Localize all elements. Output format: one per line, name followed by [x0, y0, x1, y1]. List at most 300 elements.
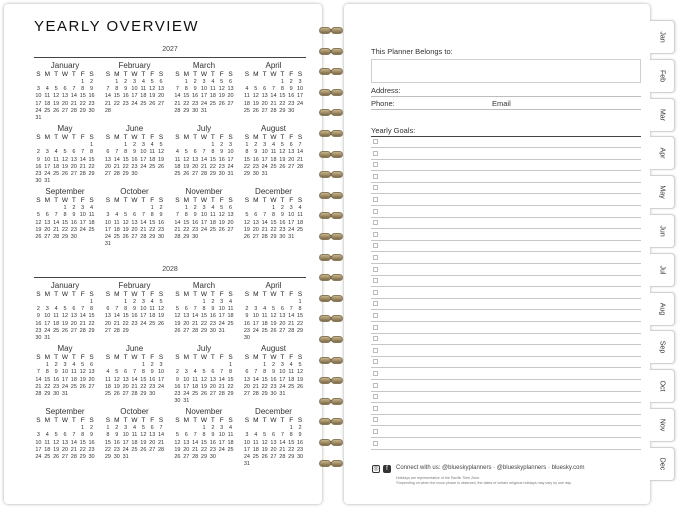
day-number: 15: [200, 313, 208, 320]
day-number: 1: [271, 205, 276, 212]
goal-line[interactable]: [371, 425, 641, 426]
weekday-header: [173, 291, 235, 299]
goal-line[interactable]: [371, 367, 641, 368]
day-number: 27: [44, 234, 51, 240]
day-number: 16: [297, 439, 304, 446]
day-number: 29: [200, 454, 208, 460]
goal-line[interactable]: [371, 449, 641, 450]
tab-apr[interactable]: [650, 136, 675, 170]
day-number: 16: [192, 219, 199, 226]
weekday-label: S: [89, 197, 94, 205]
spiral-coil: [318, 376, 346, 385]
address-line[interactable]: [371, 96, 641, 97]
day-number: 18: [44, 446, 51, 453]
day-number: [139, 454, 148, 461]
weekday-label: S: [158, 197, 164, 205]
day-number: 7: [280, 432, 284, 439]
day-number: 24: [183, 390, 190, 397]
day-number: 30: [297, 454, 304, 460]
weekday-label: T: [280, 71, 285, 78]
goal-checkbox[interactable]: [373, 220, 378, 225]
day-number: 2: [280, 205, 284, 212]
week-row: [34, 205, 96, 212]
goal-checkbox[interactable]: [373, 197, 378, 202]
day-number: 28: [261, 234, 268, 240]
day-number: 20: [61, 100, 69, 107]
day-number: [243, 362, 252, 369]
day-number: 14: [70, 439, 77, 446]
weekday-label: F: [150, 354, 155, 362]
goal-line[interactable]: [371, 298, 641, 299]
week-row: [104, 447, 166, 454]
day-number: 22: [79, 446, 86, 453]
weekday-label: W: [131, 417, 138, 425]
day-number: [269, 425, 278, 432]
tab-mar[interactable]: [650, 98, 675, 132]
day-number: 17: [218, 439, 225, 446]
weekday-label: W: [131, 291, 138, 298]
day-number: 25: [113, 234, 120, 240]
day-number: [130, 108, 139, 115]
owner-name-field[interactable]: [371, 59, 641, 83]
goal-checkbox[interactable]: [373, 417, 378, 422]
day-number: 17: [140, 156, 147, 163]
address-label: Address:: [371, 86, 401, 95]
year-label: 2028: [162, 266, 178, 273]
week-row: [34, 454, 96, 461]
weekday-label: T: [262, 134, 267, 142]
weekday-label: S: [36, 291, 41, 298]
day-number: 19: [140, 439, 147, 446]
day-number: 25: [53, 327, 60, 334]
goal-checkbox[interactable]: [373, 278, 378, 283]
facebook-icon[interactable]: f: [383, 465, 391, 473]
day-number: 3: [220, 299, 224, 305]
goal-line[interactable]: [371, 402, 641, 403]
day-number: 18: [104, 383, 111, 390]
day-number: 24: [279, 383, 286, 390]
goal-line[interactable]: [371, 321, 641, 322]
day-number: 4: [45, 86, 49, 93]
weekday-label: S: [228, 417, 233, 425]
day-number: 30: [209, 454, 216, 460]
day-number: 3: [45, 306, 49, 313]
day-number: [148, 171, 157, 178]
day-number: 15: [88, 156, 95, 163]
tab-sep[interactable]: [650, 330, 675, 364]
week-row: [173, 362, 235, 369]
day-number: [226, 234, 235, 241]
month-name: April: [265, 61, 282, 70]
weekday-label: M: [44, 291, 50, 298]
week-row: [173, 313, 235, 320]
day-number: 21: [288, 320, 295, 327]
week-row: [243, 93, 305, 100]
day-number: 27: [209, 390, 216, 397]
goal-checkbox[interactable]: [373, 406, 378, 411]
week-row: [243, 157, 305, 164]
day-number: 29: [104, 454, 111, 460]
weekday-label: T: [280, 197, 285, 205]
tab-jan[interactable]: [650, 20, 675, 54]
weekday-label: T: [280, 134, 285, 142]
day-number: 20: [44, 226, 51, 233]
weekday-label: T: [193, 197, 198, 205]
day-number: 26: [252, 107, 259, 114]
day-number: [251, 425, 260, 432]
day-number: 14: [192, 439, 199, 446]
day-number: 2: [150, 362, 154, 369]
day-number: 17: [279, 376, 286, 383]
tab-label: Sep: [658, 341, 666, 354]
weekday-label: M: [44, 197, 50, 205]
weekday-label: W: [61, 197, 69, 205]
goal-line[interactable]: [371, 182, 641, 183]
day-number: 29: [122, 170, 129, 177]
goal-line[interactable]: [371, 344, 641, 345]
day-number: 17: [297, 93, 304, 100]
goal-line[interactable]: [371, 286, 641, 287]
goal-checkbox[interactable]: [373, 394, 378, 399]
week-row: [104, 205, 166, 212]
day-number: 28: [174, 107, 181, 114]
goal-checkbox[interactable]: [373, 290, 378, 295]
weekday-label: T: [280, 354, 285, 362]
day-number: [87, 115, 96, 122]
weekday-label: F: [80, 417, 85, 425]
day-number: 14: [192, 313, 199, 320]
day-number: 11: [113, 219, 120, 226]
day-number: 11: [53, 313, 59, 320]
day-number: 20: [61, 446, 69, 453]
goal-checkbox[interactable]: [373, 232, 378, 237]
month-grid: [34, 61, 306, 248]
day-number: 24: [35, 107, 42, 114]
goal-line[interactable]: [371, 240, 641, 241]
day-number: 26: [218, 226, 225, 233]
day-number: 6: [106, 306, 110, 313]
day-number: 16: [158, 219, 165, 226]
goal-checkbox[interactable]: [373, 371, 378, 376]
day-number: 15: [243, 156, 250, 163]
day-number: 14: [279, 439, 286, 446]
day-number: [52, 178, 61, 185]
day-number: 9: [175, 376, 179, 383]
week-row: [173, 79, 235, 86]
week-row: [34, 115, 96, 122]
goals-heading-rule: [371, 136, 641, 137]
day-number: [43, 142, 52, 149]
day-number: 29: [227, 390, 234, 397]
day-number: 5: [159, 142, 163, 149]
tab-oct[interactable]: [650, 369, 675, 403]
weekday-label: T: [262, 291, 267, 298]
day-number: 22: [243, 163, 250, 170]
goal-checkbox[interactable]: [373, 429, 378, 434]
day-number: 17: [200, 219, 208, 226]
day-number: [34, 79, 43, 86]
goal-checkbox[interactable]: [373, 441, 378, 446]
spiral-coil: [318, 47, 346, 56]
goal-checkbox[interactable]: [373, 185, 378, 190]
day-number: 16: [113, 439, 120, 446]
goal-checkbox[interactable]: [373, 209, 378, 214]
day-number: 17: [44, 320, 51, 327]
day-number: 29: [243, 170, 250, 177]
day-number: 9: [124, 86, 128, 93]
week-row: [34, 440, 96, 447]
day-number: [157, 108, 166, 115]
weekday-label: T: [71, 354, 76, 362]
goal-checkbox[interactable]: [373, 174, 378, 179]
month-name: January: [50, 61, 80, 70]
day-number: 16: [35, 163, 42, 170]
goal-line[interactable]: [371, 414, 641, 415]
day-number: 11: [88, 212, 95, 219]
goal-checkbox[interactable]: [373, 301, 378, 306]
goal-checkbox[interactable]: [373, 151, 378, 156]
day-number: 8: [81, 432, 85, 439]
day-number: 1: [211, 142, 215, 149]
month-name: May: [57, 124, 73, 134]
day-number: 29: [149, 234, 156, 240]
day-number: 17: [243, 446, 250, 453]
day-number: 17: [79, 219, 86, 226]
weekday-label: W: [131, 354, 138, 362]
day-number: 17: [200, 93, 208, 100]
day-number: 29: [44, 390, 51, 397]
day-number: 3: [254, 306, 258, 313]
day-number: 6: [193, 149, 197, 156]
day-number: 23: [192, 100, 199, 107]
day-number: 3: [245, 432, 249, 439]
day-number: [182, 362, 191, 369]
contact-line[interactable]: [371, 109, 641, 110]
goal-checkbox[interactable]: [373, 313, 378, 318]
day-number: 22: [270, 226, 277, 233]
day-number: 8: [150, 212, 154, 219]
day-number: [148, 328, 157, 335]
week-row: [104, 142, 166, 149]
day-number: 8: [202, 306, 206, 313]
tab-label: Oct: [658, 380, 666, 392]
day-number: 30: [209, 327, 216, 334]
goal-line[interactable]: [371, 205, 641, 206]
day-number: [157, 241, 166, 248]
day-number: [260, 461, 269, 468]
day-number: 3: [280, 362, 284, 369]
week-row: [243, 227, 305, 234]
day-number: [69, 115, 78, 122]
instagram-icon[interactable]: ◎: [373, 466, 379, 472]
goal-line[interactable]: [371, 356, 641, 357]
day-number: 4: [271, 142, 276, 149]
weekday-label: M: [44, 417, 50, 425]
month-calendar: [34, 61, 96, 122]
weekday-label: S: [297, 354, 303, 362]
day-number: 12: [218, 212, 225, 219]
goal-line[interactable]: [371, 437, 641, 438]
day-number: [251, 461, 260, 468]
day-number: 13: [149, 432, 156, 439]
day-number: 15: [44, 376, 51, 383]
goal-line[interactable]: [371, 309, 641, 310]
day-number: 5: [175, 306, 179, 313]
goal-checkbox[interactable]: [373, 325, 378, 330]
weekday-label: W: [61, 134, 69, 142]
day-number: 16: [122, 93, 129, 100]
goal-checkbox[interactable]: [373, 243, 378, 248]
goal-line[interactable]: [371, 147, 641, 148]
day-number: [104, 79, 113, 86]
day-number: 23: [270, 383, 277, 390]
day-number: 22: [209, 163, 216, 170]
day-number: 12: [158, 306, 165, 313]
day-number: 28: [288, 327, 295, 334]
day-number: 19: [61, 320, 69, 327]
day-number: 22: [79, 100, 86, 107]
week-row: [173, 149, 235, 156]
day-number: [269, 79, 278, 86]
goal-checkbox[interactable]: [373, 383, 378, 388]
goal-line[interactable]: [371, 263, 641, 264]
tab-nov[interactable]: [650, 408, 675, 442]
day-number: 5: [184, 149, 188, 156]
week-row: [104, 313, 166, 320]
day-number: 1: [289, 425, 293, 432]
day-number: 26: [297, 383, 304, 390]
day-number: 27: [61, 107, 69, 114]
week-row: [243, 149, 305, 156]
tab-feb[interactable]: [650, 59, 675, 93]
goal-line[interactable]: [371, 159, 641, 160]
weekday-label: T: [123, 354, 128, 362]
day-number: [148, 454, 157, 461]
day-number: 5: [63, 306, 67, 313]
goal-checkbox[interactable]: [373, 267, 378, 272]
day-number: 9: [220, 149, 224, 156]
day-number: [139, 205, 148, 212]
goal-line[interactable]: [371, 251, 641, 252]
weekday-label: S: [244, 71, 250, 78]
goal-checkbox[interactable]: [373, 336, 378, 341]
day-number: [34, 205, 43, 212]
weekday-label: T: [141, 354, 146, 362]
day-number: 4: [150, 299, 154, 305]
day-number: 15: [270, 219, 277, 226]
day-number: 11: [70, 369, 77, 376]
day-number: 14: [79, 156, 86, 163]
goal-checkbox[interactable]: [373, 348, 378, 353]
day-number: 17: [261, 156, 268, 163]
goal-line[interactable]: [371, 170, 641, 171]
day-number: 1: [81, 425, 85, 432]
goal-checkbox[interactable]: [373, 255, 378, 260]
day-number: 16: [131, 156, 138, 163]
day-number: 30: [243, 334, 250, 341]
day-number: 25: [243, 107, 250, 114]
day-number: 7: [141, 212, 145, 219]
week-row: [34, 384, 96, 391]
tab-label: Feb: [658, 69, 666, 82]
tab-may[interactable]: [650, 175, 675, 209]
weekday-label: T: [123, 134, 128, 142]
goal-checkbox[interactable]: [373, 139, 378, 144]
goal-line[interactable]: [371, 333, 641, 334]
day-number: 8: [245, 149, 249, 156]
goal-line[interactable]: [371, 193, 641, 194]
day-number: [260, 205, 269, 212]
week-row: [173, 369, 235, 376]
weekday-label: W: [131, 134, 138, 142]
day-number: 15: [261, 376, 268, 383]
day-number: 20: [227, 219, 234, 226]
spiral-coil: [318, 191, 346, 200]
day-number: 27: [122, 390, 129, 397]
week-row: [173, 205, 235, 212]
day-number: 10: [200, 86, 208, 93]
month-calendar: [243, 61, 305, 122]
goal-line[interactable]: [371, 217, 641, 218]
day-number: 14: [200, 156, 208, 163]
goal-line[interactable]: [371, 391, 641, 392]
day-number: 5: [141, 425, 145, 432]
month-calendar: [243, 124, 305, 185]
day-number: 25: [149, 320, 156, 327]
day-number: 23: [174, 390, 181, 397]
day-number: 3: [81, 205, 85, 212]
tab-aug[interactable]: [650, 292, 675, 326]
day-number: 20: [158, 93, 165, 100]
day-number: 18: [261, 320, 268, 327]
day-number: 30: [113, 454, 120, 460]
day-number: 8: [45, 369, 49, 376]
weekday-label: F: [289, 417, 294, 425]
goal-checkbox[interactable]: [373, 359, 378, 364]
day-number: 27: [270, 454, 277, 460]
day-number: 11: [288, 369, 295, 376]
weekday-label: F: [80, 291, 85, 298]
goal-checkbox[interactable]: [373, 162, 378, 167]
weekday-label: T: [123, 291, 128, 298]
week-row: [34, 79, 96, 86]
day-number: 26: [113, 390, 120, 397]
day-number: 6: [245, 369, 249, 376]
tab-jun[interactable]: [650, 214, 675, 248]
goal-line[interactable]: [371, 228, 641, 229]
day-number: [139, 241, 148, 248]
day-number: [130, 328, 139, 335]
day-number: 10: [79, 212, 86, 219]
spiral-coil: [318, 459, 346, 468]
weekday-label: S: [244, 354, 250, 362]
goal-line[interactable]: [371, 379, 641, 380]
tab-dec[interactable]: [650, 447, 675, 481]
day-number: [191, 362, 200, 369]
weekday-label: M: [183, 197, 189, 205]
day-number: 14: [218, 376, 225, 383]
goal-line[interactable]: [371, 275, 641, 276]
tab-label: Jul: [658, 265, 666, 275]
day-number: 1: [280, 79, 284, 85]
tab-jul[interactable]: [650, 253, 675, 287]
day-number: 18: [140, 93, 147, 100]
spiral-coil: [318, 232, 346, 241]
day-number: 29: [88, 170, 95, 177]
day-number: 12: [183, 156, 190, 163]
week-row: [243, 440, 305, 447]
day-number: 19: [270, 320, 277, 327]
